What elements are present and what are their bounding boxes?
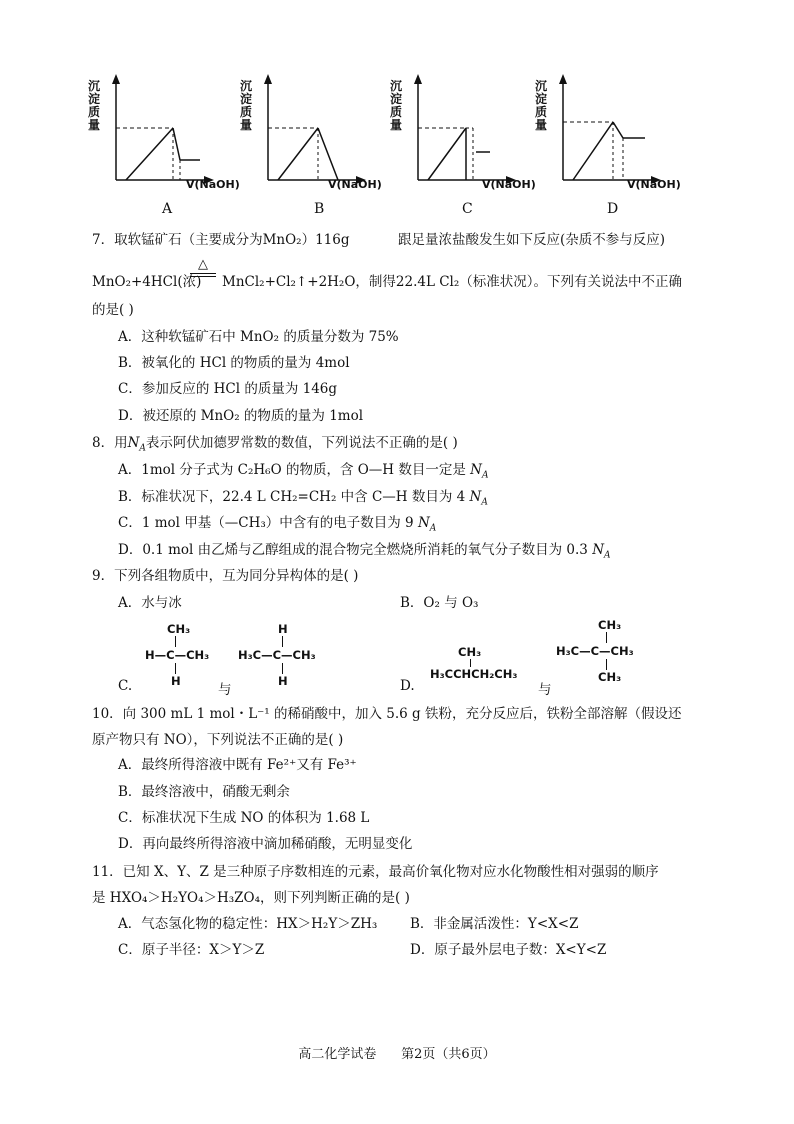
equals-bar [190, 273, 216, 277]
graph-b [240, 70, 390, 200]
q10-option-c: C．标准状况下生成 NO 的体积为 1.68 L [118, 810, 370, 826]
y-axis-label: 沉淀质量 [88, 79, 101, 132]
struct-bond-up [470, 659, 471, 667]
q11-line1: 11．已知 X、Y、Z 是三种原子序数相连的元素，最高价氧化物对应水化物酸性相对强弱的顺序 [92, 864, 659, 880]
graph-b-plot [240, 70, 390, 190]
graph-c [390, 70, 540, 200]
q9-d-structure-1 [430, 645, 540, 685]
struct-top: H [278, 622, 288, 636]
struct-bond-down [606, 659, 607, 670]
q10-option-a: A．最终所得溶液中既有 Fe²⁺又有 Fe³⁺ [118, 757, 357, 773]
q7-option-d: D．被还原的 MnO₂ 的物质的量为 1mol [118, 408, 364, 424]
x-axis-label: V(NaOH) [627, 178, 681, 191]
q10-option-d: D．再向最终所得溶液中滴加稀硝酸，无明显变化 [118, 836, 413, 852]
q9-c-yu: 与 [218, 682, 232, 698]
graph-label-d: D [607, 201, 619, 217]
q9-option-d-label: D. [400, 678, 415, 694]
q8-option-b [118, 485, 488, 508]
graph-a [88, 70, 238, 200]
na-sub: A [604, 550, 611, 561]
na-symbol: N [417, 515, 430, 531]
struct-bond-down [175, 663, 176, 674]
q10-line2: 原产物只有 NO），下列说法不正确的是( ) [92, 732, 344, 748]
struct-mid: H₃C—C—CH₃ [556, 644, 634, 658]
q8-option-a-text: A．1mol 分子式为 C₂H₆O 的物质，含 O—H 数目一定是 [118, 462, 471, 478]
q10-line1: 10．向 300 mL 1 mol・L⁻¹ 的稀硝酸中，加入 5.6 g 铁粉，充分反应后，铁粉全部溶解（假设还 [92, 706, 682, 722]
x-axis-label: V(NaOH) [482, 178, 536, 191]
na-symbol: N [592, 542, 604, 558]
q9-stem: 9．下列各组物质中，互为同分异构体的是( ) [92, 568, 359, 584]
q7-line3: 的是( ) [92, 302, 134, 318]
q8-option-b-text: B．标准状况下，22.4 L CH₂=CH₂ 中含 C—H 数目为 4 [118, 489, 470, 505]
na-sub: A [481, 470, 489, 481]
struct-bot: H [171, 674, 181, 688]
q11-line2: 是 HXO₄＞H₂YO₄＞H₃ZO₄，则下列判断正确的是( ) [92, 890, 410, 906]
q7-eq-left: MnO₂+4HCl(浓) [92, 274, 202, 290]
page-footer: 高二化学试卷 第2页（共6页） [298, 1047, 496, 1062]
struct-bot: CH₃ [598, 670, 622, 684]
struct-bot: H [278, 674, 288, 688]
na-symbol: N [470, 462, 482, 478]
q7-option-b: B．被氧化的 HCl 的物质的量为 4mol [118, 355, 350, 371]
q8-stem [92, 431, 458, 454]
struct-bond-up [282, 636, 283, 647]
q8-stem-post: 表示阿伏加德罗常数的数值，下列说法不正确的是( ) [145, 435, 458, 451]
struct-top: CH₃ [458, 645, 482, 659]
q9-option-b: B．O₂ 与 O₃ [400, 595, 479, 611]
y-axis-label: 沉淀质量 [535, 79, 548, 132]
graph-label-c: C [462, 201, 473, 217]
graph-label-a: A [162, 201, 173, 217]
q8-option-a [118, 458, 488, 481]
y-axis-label: 沉淀质量 [390, 79, 403, 132]
graph-label-b: B [314, 201, 325, 217]
q11-option-b: B．非金属活泼性：Y<X<Z [410, 916, 579, 932]
graph-c-plot [390, 70, 540, 190]
graph-d [535, 70, 685, 200]
struct-top: CH₃ [598, 618, 622, 632]
na-symbol: N [469, 489, 482, 505]
na-sub: A [429, 523, 437, 534]
q7-line1: 7．取软锰矿石（主要成分为MnO₂）116g [92, 232, 350, 248]
q11-option-a: A．气态氢化物的稳定性：HX＞H₂Y＞ZH₃ [118, 916, 378, 932]
struct-bond-up [606, 632, 607, 643]
q7-option-c: C．参加反应的 HCl 的质量为 146g [118, 381, 338, 397]
x-axis-label: V(NaOH) [186, 178, 240, 191]
struct-bond-down [282, 663, 283, 674]
q8-option-c-text: C．1 mol 甲基（—CH₃）中含有的电子数目为 9 [118, 515, 418, 531]
q7-eq-right: MnCl₂+Cl₂↑+2H₂O，制得22.4L Cl₂（标准状况）。下列有关说法中不正确 [222, 274, 683, 290]
graph-a-plot [88, 70, 238, 190]
q11-option-c: C．原子半径：X＞Y＞Z [118, 942, 265, 958]
q9-option-a: A．水与冰 [118, 595, 182, 611]
q8-option-d-text: D．0.1 mol 由乙烯与乙醇组成的混合物完全燃烧所消耗的氧气分子数目为 0.3 [118, 542, 593, 558]
q7-option-a: A．这种软锰矿石中 MnO₂ 的质量分数为 75% [118, 329, 399, 345]
q9-c-structure-1 [145, 622, 225, 692]
struct-mid: H—C—CH₃ [145, 648, 210, 662]
struct-top: CH₃ [167, 622, 191, 636]
na-sub: A [481, 497, 488, 508]
x-axis-label: V(NaOH) [328, 178, 382, 191]
y-axis-label: 沉淀质量 [240, 79, 253, 132]
q8-option-c [118, 511, 436, 534]
heat-symbol: △ [198, 257, 208, 272]
graph-d-plot [535, 70, 685, 190]
struct-mid: H₃CCHCH₂CH₃ [430, 667, 518, 681]
q8-option-d [118, 538, 611, 561]
q7-line1b: 跟足量浓盐酸发生如下反应(杂质不参与反应) [398, 232, 666, 248]
q9-d-yu: 与 [538, 682, 552, 698]
q7-eq-condition [190, 258, 216, 277]
q9-c-structure-2 [238, 622, 338, 692]
q9-option-c-label: C. [118, 678, 133, 694]
q9-d-structure-2 [556, 618, 656, 690]
q8-stem-pre: 8．用 [92, 435, 128, 451]
q10-option-b: B．最终溶液中，硝酸无剩余 [118, 784, 290, 800]
struct-mid: H₃C—C—CH₃ [238, 648, 316, 662]
struct-bond-up [175, 636, 176, 647]
q11-option-d: D．原子最外层电子数：X<Y<Z [410, 942, 607, 958]
q8-na-sub: A [139, 443, 146, 454]
q8-na-symbol: N [127, 435, 140, 451]
